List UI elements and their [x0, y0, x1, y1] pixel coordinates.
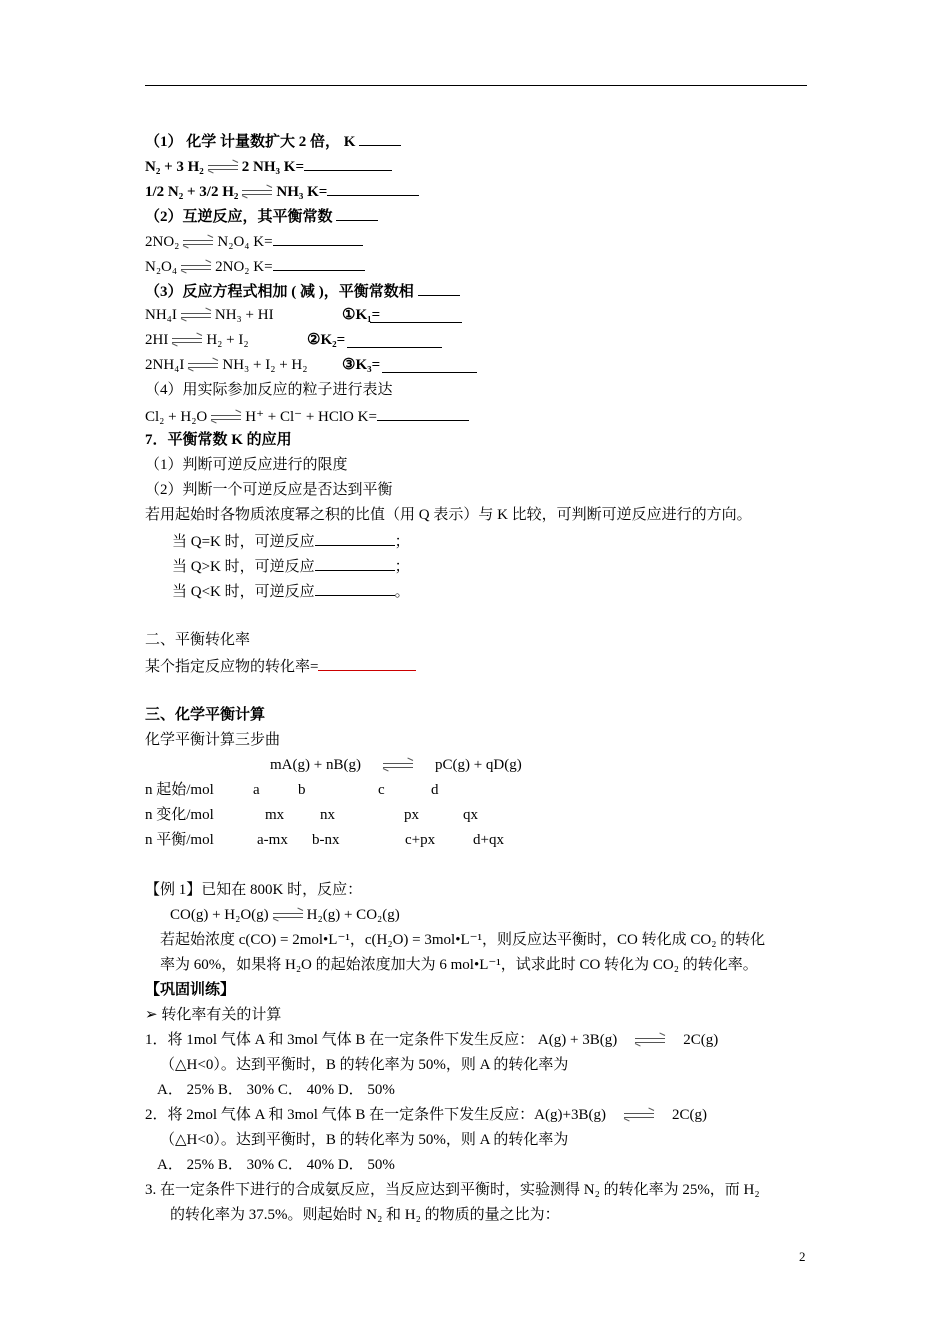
text-line: （4）用实际参加反应的粒子进行表达	[145, 382, 393, 398]
equation-line: N₂O₄ 2NO₂ K=	[145, 255, 365, 277]
text-line: （1）判断可逆反应进行的限度	[145, 457, 348, 473]
text-line: 化学平衡计算三步曲	[145, 732, 281, 748]
question-line: 1．将 1mol 气体 A 和 3mol 气体 B 在一定条件下发生反应： A(g) + 3B(g) 2C(g)	[145, 1032, 719, 1048]
section-heading: 7．平衡常数 K 的应用	[145, 432, 292, 448]
text-line: 某个指定反应物的转化率=	[145, 655, 416, 677]
blank	[347, 332, 442, 348]
question-line: （△H<0）。达到平衡时，B 的转化率为 50%，则 A 的转化率为	[160, 1132, 569, 1148]
equation-line: 1/2 N₂ + 3/2 H₂ NH₃ K=	[145, 180, 419, 202]
equilibrium-arrow-icon	[383, 761, 413, 771]
page-number: 2	[799, 1249, 806, 1264]
equation-line: Cl₂ + H₂O H⁺ + Cl⁻ + HClO K=	[145, 405, 469, 427]
text-line: （2）互逆反应，其平衡常数	[145, 205, 378, 227]
equilibrium-arrow-icon	[273, 911, 303, 921]
equilibrium-arrow-icon	[188, 361, 218, 371]
equilibrium-arrow-icon	[181, 263, 211, 273]
equilibrium-arrow-icon	[624, 1111, 654, 1121]
answer-options: A． 25% B． 30% C． 40% D． 50%	[157, 1082, 395, 1098]
blank	[318, 655, 416, 671]
question-line: （△H<0）。达到平衡时，B 的转化率为 50%，则 A 的转化率为	[160, 1057, 569, 1073]
blank	[273, 255, 365, 271]
blank	[304, 155, 392, 171]
blank	[327, 180, 419, 196]
text-line: 若起始浓度 c(CO) = 2mol•L⁻¹，c(H₂O) = 3mol•L⁻¹，则反应达平衡时，CO 转化成 CO₂ 的转化	[160, 932, 766, 948]
table-row: n 起始/mol a b c d	[145, 782, 439, 798]
equilibrium-arrow-icon	[181, 311, 211, 321]
equilibrium-arrow-icon	[183, 238, 213, 248]
question-line: 2．将 2mol 气体 A 和 3mol 气体 B 在一定条件下发生反应：A(g)+3B(g) 2C(g)	[145, 1107, 707, 1123]
equation-line: NH₄I NH₃ + HI ①K₁=	[145, 305, 274, 325]
section-heading: 【巩固训练】	[145, 982, 236, 998]
section-heading: 三、化学平衡计算	[145, 707, 266, 723]
equation-line: CO(g) + H₂O(g) H₂(g) + CO₂(g)	[170, 907, 400, 923]
equilibrium-arrow-icon	[635, 1036, 665, 1046]
header-rule	[145, 85, 807, 86]
blank	[377, 405, 469, 421]
blank	[382, 357, 477, 373]
answer-options: A． 25% B． 30% C． 40% D． 50%	[157, 1157, 395, 1173]
table-row: n 平衡/mol a-mx b-nx c+px d+qx	[145, 832, 504, 848]
blank	[315, 555, 395, 571]
text-line: （3）反应方程式相加 ( 减 )，平衡常数相	[145, 280, 460, 302]
text-line: （1） 化学 计量数扩大 2 倍， K	[145, 130, 401, 152]
section-heading: 二、平衡转化率	[145, 632, 251, 648]
question-line: 的转化率为 37.5%。则起始时 N₂ 和 H₂ 的物质的量之比为：	[170, 1207, 560, 1223]
text-line: （2）判断一个可逆反应是否达到平衡	[145, 482, 393, 498]
table-row: n 变化/mol mx nx px qx	[145, 807, 478, 823]
blank	[336, 205, 378, 221]
equilibrium-arrow-icon	[172, 336, 202, 346]
equation-line: 2NH₄I NH₃ + I₂ + H₂ ③K₃=	[145, 355, 308, 375]
text-line: ➢ 转化率有关的计算	[145, 1007, 282, 1023]
example-heading: 【例 1】已知在 800K 时，反应：	[145, 882, 363, 898]
text-line: 当 Q=K 时，可逆反应 ；	[172, 530, 410, 552]
blank	[359, 130, 401, 146]
equilibrium-arrow-icon	[211, 413, 241, 423]
blank	[315, 530, 395, 546]
equation-line: N₂ + 3 H₂ 2 NH₃ K=	[145, 155, 392, 177]
equation-line: 2NO₂ N₂O₄ K=	[145, 230, 363, 252]
text-line: 当 Q>K 时，可逆反应 ；	[172, 555, 410, 577]
text-line: 当 Q<K 时，可逆反应 。	[172, 580, 410, 602]
question-line: 3. 在一定条件下进行的合成氨反应，当反应达到平衡时，实验测得 N₂ 的转化率为 25%，而 H₂	[145, 1182, 760, 1198]
blank	[418, 280, 460, 296]
text-line: 若用起始时各物质浓度幂之积的比值（用 Q 表示）与 K 比较，可判断可逆反应进行的方向。	[145, 507, 752, 523]
blank	[273, 230, 363, 246]
equilibrium-arrow-icon	[208, 163, 238, 173]
equation-line: mA(g) + nB(g) pC(g) + qD(g)	[270, 757, 522, 773]
equation-line: 2HI H₂ + I₂ ②K₂=	[145, 330, 249, 350]
blank	[370, 307, 462, 323]
text-line: 率为 60%，如果将 H₂O 的起始浓度加大为 6 mol•L⁻¹，试求此时 CO 转化为 CO₂ 的转化率。	[160, 957, 758, 973]
equilibrium-arrow-icon	[242, 188, 272, 198]
blank	[315, 580, 395, 596]
